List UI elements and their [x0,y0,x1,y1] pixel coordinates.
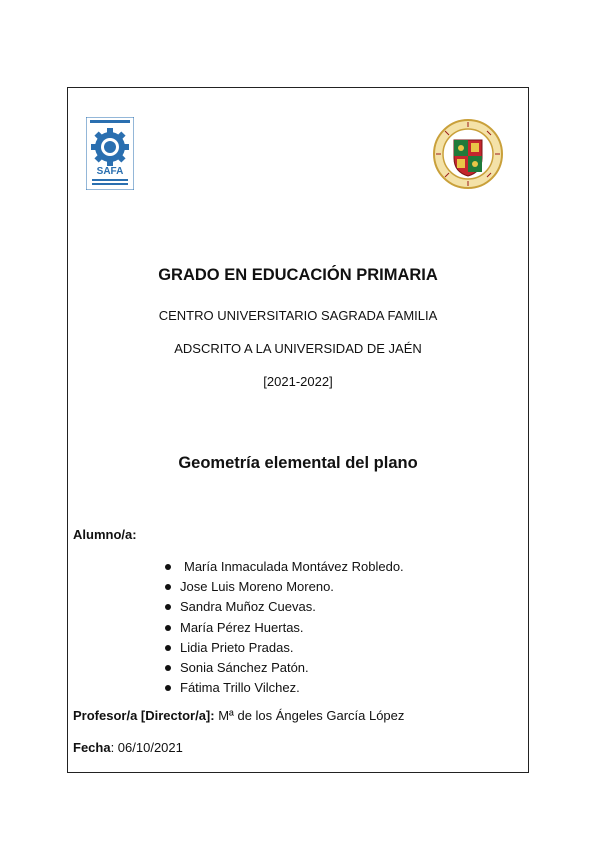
professor-label: Profesor/a [Director/a]: [73,708,215,723]
professor-line [73,708,404,723]
list-item: Fátima Trillo Vilchez. [165,678,404,698]
list-item: Jose Luis Moreno Moreno. [165,577,404,597]
svg-text:SAFA: SAFA [96,166,124,177]
list-item: María Pérez Huertas. [165,618,404,638]
center-name: CENTRO UNIVERSITARIO SAGRADA FAMILIA [158,308,438,323]
date-line [73,740,183,755]
list-item: Lidia Prieto Pradas. [165,638,404,658]
academic-year: [2021-2022] [263,374,333,389]
document-title: Geometría elemental del plano [178,454,418,472]
date-label: Fecha [73,740,111,755]
list-item: Sonia Sánchez Patón. [165,658,404,678]
students-label: Alumno/a: [73,527,137,542]
affiliation: ADSCRITO A LA UNIVERSIDAD DE JAÉN [174,341,422,356]
student-list [165,557,404,698]
date-value: : 06/10/2021 [110,740,183,755]
universidad-de-jaen-seal [432,118,504,190]
degree-title: GRADO EN EDUCACIÓN PRIMARIA [158,266,438,284]
safa-logo [86,117,134,190]
list-item: Sandra Muñoz Cuevas. [165,597,404,617]
professor-name: Mª de los Ángeles García López [214,708,405,723]
list-item: María Inmaculada Montávez Robledo. [165,557,404,577]
